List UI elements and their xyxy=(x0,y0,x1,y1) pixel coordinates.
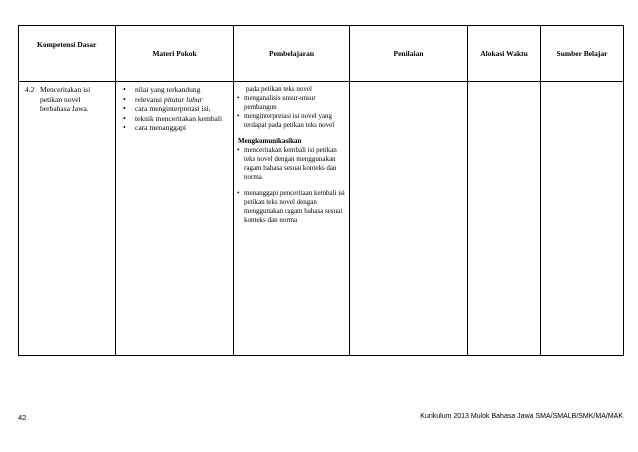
kd-number: 4.2 xyxy=(25,85,35,94)
kd-cell xyxy=(19,82,116,356)
table-row xyxy=(19,82,624,356)
sumber-belajar-cell xyxy=(541,82,624,356)
page-number: 42 xyxy=(18,413,27,422)
header-alokasi-waktu: Alokasi Waktu xyxy=(468,26,541,82)
list-item: • relevansi pitutur luhur xyxy=(123,95,229,105)
list-item: • menginterpretasi isi novel yang terdapat pada petikan teks novel xyxy=(238,112,345,130)
section-heading: Mengkomunikasikan xyxy=(238,137,302,145)
footer-title: Kurikulum 2013 Mulok Bahasa Jawa SMA/SMALB/SMK/MA/MAK xyxy=(420,413,623,420)
header-pembelajaran: Pembelajaran xyxy=(234,26,350,82)
italic-term: pitutur luhur xyxy=(163,94,203,104)
curriculum-table xyxy=(18,25,624,356)
table-header-row xyxy=(19,26,624,82)
penilaian-cell xyxy=(350,82,468,356)
header-kompetensi-dasar: Kompetensi Dasar xyxy=(19,26,116,82)
alokasi-waktu-cell xyxy=(468,82,541,356)
header-sumber-belajar: Sumber Belajar xyxy=(541,26,624,82)
list-item: • nilai yang terkandung xyxy=(123,85,229,95)
materi-cell xyxy=(116,82,234,356)
list-item: • menceritakan kembali isi petikan teks novel dengan menggunakan ragam bahasa sesuai konteks dan norma xyxy=(238,146,345,182)
header-materi-pokok: Materi Pokok xyxy=(116,26,234,82)
list-item: • menanggapi penceritaan kembali isi petikan teks novel dengan menggunakan ragam bahasa sesuai konteks dan norma xyxy=(238,189,345,225)
continued-text: pada petikan teks novel xyxy=(246,85,312,93)
pembelajaran-cell xyxy=(234,82,350,356)
list-item: • cara menginterpretasi isi, xyxy=(123,104,229,114)
header-penilaian: Penilaian xyxy=(350,26,468,82)
materi-list xyxy=(120,85,229,133)
list-item: • teknik menceritakan kembali xyxy=(123,114,229,124)
kd-text: Menceritakan isi petikan novel berbahasa Jawa. xyxy=(40,85,91,113)
list-item: • menganalisis unsur-unsur pembangun xyxy=(238,94,345,112)
list-item: • cara menanggapi xyxy=(123,123,229,133)
